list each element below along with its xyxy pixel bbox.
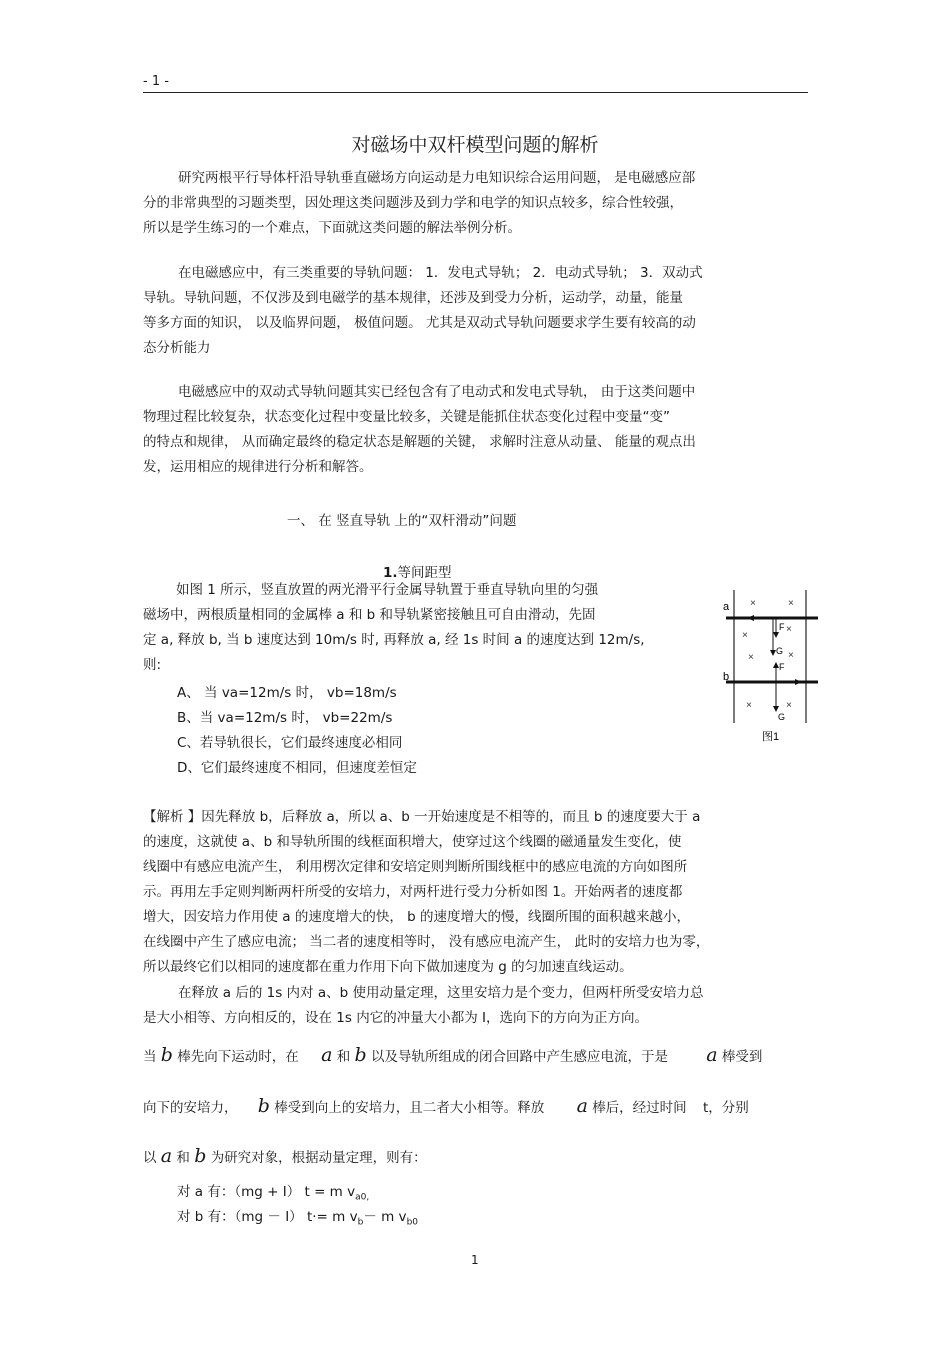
- statement-down: 向下的安培力， b 棒受到向上的安培力，且二者大小相等。释放 a 棒后，经过时间 t，分别: [143, 1095, 749, 1117]
- page-marker: - 1 -: [143, 74, 169, 89]
- rod-b-label: b: [723, 671, 730, 683]
- paragraph-line: 态分析能力: [143, 340, 211, 356]
- document-title: 对磁场中双杆模型问题的解析: [351, 134, 599, 156]
- svg-text:×: ×: [746, 700, 752, 711]
- subsection-number: 1.: [383, 565, 398, 581]
- momentum-paragraph: [143, 981, 703, 1031]
- option-b: B、当 va=12m/s 时， vb=22m/s: [177, 710, 393, 726]
- problem-line: 磁场中，两根质量相同的金属棒 a 和 b 和导轨紧密接触且可自由滑动，先固: [143, 607, 596, 623]
- momentum-line: 在释放 a 后的 1s 内对 a、b 使用动量定理，这里安培力是个变力，但两杆所受安培力总: [178, 985, 704, 1001]
- header-rule: [143, 92, 808, 93]
- intro-line: 研究两根平行导体杆沿导轨垂直磁场方向运动是力电知识综合运用问题， 是电磁感应部: [178, 170, 696, 186]
- paragraph-line: 导轨。导轨问题，不仅涉及到电磁学的基本规律，还涉及到受力分析，运动学，动量，能量: [143, 290, 683, 306]
- equation-b: 对 b 有：（mg － I） t·= m $v_b- m$ $v_{b0}$: [177, 1209, 419, 1228]
- svg-text:×: ×: [788, 650, 794, 661]
- variable-b: b: [160, 1044, 173, 1066]
- svg-text:×: ×: [788, 598, 794, 609]
- variable-a: a: [321, 1044, 333, 1066]
- current-arrow-a-head: [747, 615, 754, 621]
- variable-a: a: [160, 1145, 173, 1167]
- paragraph-line: 发，运用相应的规律进行分析和解答。: [143, 459, 373, 475]
- analysis-line: 线圈中有感应电流产生， 利用楞次定律和安培定则判断所围线框中的感应电流的方向如图所: [143, 859, 688, 875]
- paragraph-line: 在电磁感应中，有三类重要的导轨问题： 1．发电式导轨； 2．电动式导轨； 3．双动式: [178, 265, 703, 281]
- figure-1-diagram: [720, 588, 820, 748]
- analysis-line: 在线圈中产生了感应电流； 当二者的速度相等时， 没有感应电流产生， 此时的安培力也为零，: [143, 934, 710, 950]
- variable-a: a: [706, 1044, 718, 1066]
- svg-text:×: ×: [742, 630, 748, 641]
- paragraph-line: 的特点和规律， 从而确定最终的稳定状态是解题的关键， 求解时注意从动量、 能量的观点出: [143, 434, 696, 450]
- svg-text:×: ×: [786, 624, 792, 635]
- subsection-text: 等间距型: [397, 565, 452, 581]
- current-arrow-b-head: [795, 679, 802, 685]
- analysis-line: 所以最终它们以相同的速度都在重力作用下向下做加速度为 g 的匀加速直线运动。: [143, 959, 633, 975]
- problem-statement: [143, 578, 645, 678]
- rod-a-label: a: [723, 601, 730, 613]
- force-label-a: F: [779, 622, 785, 632]
- svg-text:×: ×: [786, 700, 792, 711]
- analysis-paragraph: [143, 805, 709, 980]
- force-arrow-a-head: [773, 632, 779, 638]
- momentum-line: 是大小相等、方向相反的，设在 1s 内它的冲量大小都为 I，选向下的方向为正方向。: [143, 1010, 648, 1026]
- answer-options: [177, 681, 417, 781]
- intro-paragraph: [143, 166, 695, 241]
- option-c: C、若导轨很长，它们最终速度必相同: [177, 735, 403, 751]
- rail-types-paragraph: [143, 261, 703, 361]
- statement-when: 当 b 棒先向下运动时，在 a 和 b 以及导轨所组成的闭合回路中产生感应电流，于是 a 棒受到: [143, 1044, 763, 1066]
- variable-b: b: [257, 1095, 270, 1117]
- variable-b: b: [354, 1044, 367, 1066]
- statement-objects: 以 a 和 b 为研究对象，根据动量定理，则有：: [143, 1145, 427, 1167]
- gravity-label-a: G: [776, 646, 784, 656]
- gravity-label-b: G: [778, 712, 786, 722]
- analysis-line: 示。再用左手定则判断两杆所受的安培力，对两杆进行受力分析如图 1。开始两者的速度都: [143, 884, 683, 900]
- page-number: 1: [471, 1253, 479, 1267]
- problem-line: 定 a, 释放 b, 当 b 速度达到 10m/s 时, 再释放 a, 经 1s 时间 a 的速度达到 12m/s,: [143, 632, 645, 648]
- option-a: A、 当 va=12m/s 时， vb=18m/s: [177, 685, 397, 701]
- option-d: D、它们最终速度不相同，但速度差恒定: [177, 760, 417, 776]
- paragraph-line: 物理过程比较复杂，状态变化过程中变量比较多，关键是能抓住状态变化过程中变量“变”: [143, 409, 670, 425]
- intro-line: 分的非常典型的习题类型，因处理这类问题涉及到力学和电学的知识点较多，综合性较强，: [143, 195, 683, 211]
- svg-text:×: ×: [750, 598, 756, 609]
- problem-line: 则:: [143, 657, 162, 673]
- figure-caption: 图1: [762, 731, 780, 743]
- svg-text:×: ×: [748, 652, 754, 663]
- variable-a: a: [576, 1095, 588, 1117]
- analysis-line: 【解析 】因先释放 b，后释放 a，所以 a、b 一开始速度是不相等的，而且 b 的速度要大于 a: [143, 809, 701, 825]
- variable-b: b: [194, 1145, 207, 1167]
- force-label-b: F: [779, 662, 785, 672]
- analysis-line: 增大，因安培力作用使 a 的速度增大的快， b 的速度增大的慢，线圈所围的面积越来越小，: [143, 909, 691, 925]
- paragraph-line: 电磁感应中的双动式导轨问题其实已经包含有了电动式和发电式导轨， 由于这类问题中: [178, 384, 696, 400]
- problem-line: 如图 1 所示，竖直放置的两光滑平行金属导轨置于垂直导轨向里的匀强: [176, 582, 599, 598]
- magnetic-field-crosses: [742, 598, 794, 711]
- equation-a: 对 a 有：（mg + I） t = m $v_{a0,}$: [177, 1184, 370, 1203]
- double-rail-paragraph: [143, 380, 696, 480]
- section-heading: 一、 在 竖直导轨 上的“双杆滑动”问题: [287, 513, 517, 529]
- intro-line: 所以是学生练习的一个难点，下面就这类问题的解法举例分析。: [143, 220, 521, 236]
- analysis-line: 的速度，这就使 a、b 和导轨所围的线框面积增大，使穿过这个线圈的磁通量发生变化，使: [143, 834, 682, 850]
- paragraph-line: 等多方面的知识， 以及临界问题， 极值问题。 尤其是双动式导轨问题要求学生要有较高的动: [143, 315, 696, 331]
